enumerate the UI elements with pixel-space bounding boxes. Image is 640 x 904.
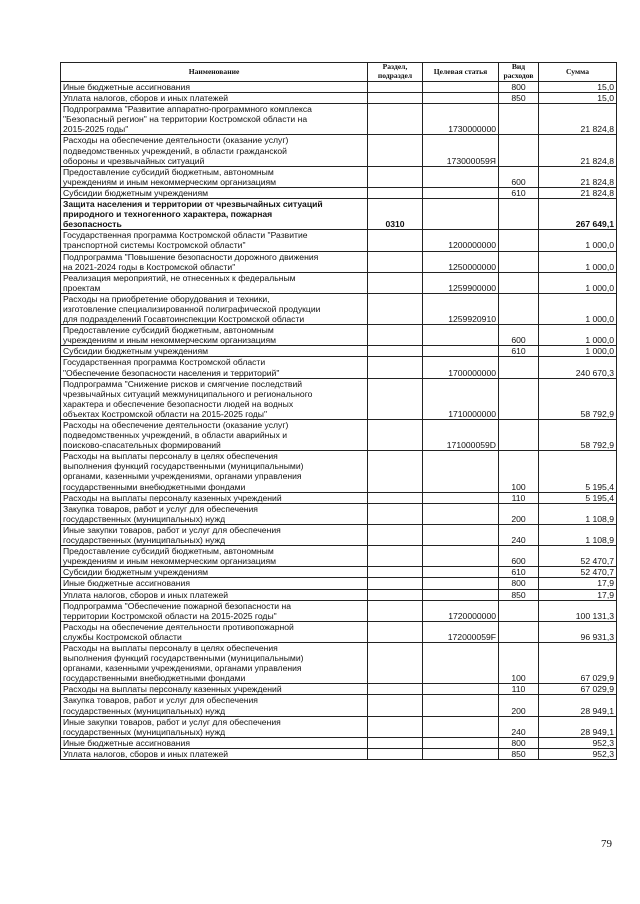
cell-name: Государственная программа Костромской области "Обеспечение безопасности населения и территорий" [61, 357, 368, 378]
cell-sum: 96 931,3 [539, 621, 617, 642]
table-row [61, 199, 617, 230]
cell-target-article [423, 695, 499, 716]
budget-table [60, 62, 617, 760]
cell-sum: 1 000,0 [539, 293, 617, 324]
table-row [61, 578, 617, 589]
cell-target-article: 1250000000 [423, 251, 499, 272]
cell-razdel [368, 546, 423, 567]
cell-expense-type [499, 378, 539, 419]
cell-sum: 17,9 [539, 589, 617, 600]
table-row [61, 378, 617, 419]
table-row [61, 737, 617, 748]
cell-name: Подпрограмма "Повышение безопасности дорожного движения на 2021-2024 годы в Костромской области" [61, 251, 368, 272]
table-row [61, 716, 617, 737]
cell-expense-type [499, 600, 539, 621]
cell-sum: 1 108,9 [539, 524, 617, 545]
cell-target-article [423, 546, 499, 567]
cell-expense-type [499, 135, 539, 166]
cell-expense-type: 200 [499, 695, 539, 716]
header-name: Наименование [61, 63, 368, 82]
cell-sum: 52 470,7 [539, 546, 617, 567]
cell-name: Расходы на выплаты персоналу в целях обеспечения выполнения функций государственными (муниципальными) органами, казенными учреждениями, органами управления государственными внебюджетными фондами [61, 642, 368, 683]
cell-razdel [368, 492, 423, 503]
cell-name: Субсидии бюджетным учреждениям [61, 346, 368, 357]
cell-name: Уплата налогов, сборов и иных платежей [61, 589, 368, 600]
cell-razdel [368, 567, 423, 578]
cell-name: Иные закупки товаров, работ и услуг для обеспечения государственных (муниципальных) нужд [61, 524, 368, 545]
table-row [61, 104, 617, 135]
cell-expense-type [499, 104, 539, 135]
cell-expense-type: 100 [499, 451, 539, 492]
cell-target-article [423, 187, 499, 198]
header-target-article: Целевая статья [423, 63, 499, 82]
cell-target-article [423, 748, 499, 759]
cell-name: Расходы на выплаты персоналу в целях обеспечения выполнения функций государственными (муниципальными) органами, казенными учреждениями, органами управления государственными внебюджетными фондами [61, 451, 368, 492]
cell-target-article [423, 82, 499, 93]
cell-expense-type: 110 [499, 492, 539, 503]
cell-sum: 1 000,0 [539, 346, 617, 357]
table-row [61, 503, 617, 524]
cell-expense-type [499, 230, 539, 251]
cell-target-article: 171000059D [423, 420, 499, 451]
cell-name: Расходы на выплаты персоналу казенных учреждений [61, 684, 368, 695]
cell-sum: 15,0 [539, 82, 617, 93]
cell-razdel [368, 346, 423, 357]
cell-sum: 1 000,0 [539, 251, 617, 272]
cell-razdel [368, 748, 423, 759]
cell-sum: 67 029,9 [539, 684, 617, 695]
cell-sum: 58 792,9 [539, 378, 617, 419]
cell-expense-type: 610 [499, 187, 539, 198]
cell-sum: 17,9 [539, 578, 617, 589]
cell-target-article: 172000059F [423, 621, 499, 642]
table-row [61, 567, 617, 578]
page-number: 79 [601, 838, 612, 850]
cell-name: Закупка товаров, работ и услуг для обеспечения государственных (муниципальных) нужд [61, 695, 368, 716]
cell-razdel [368, 272, 423, 293]
cell-expense-type: 600 [499, 325, 539, 346]
cell-sum: 15,0 [539, 93, 617, 104]
cell-target-article [423, 166, 499, 187]
cell-expense-type: 800 [499, 82, 539, 93]
cell-target-article [423, 93, 499, 104]
cell-razdel [368, 378, 423, 419]
cell-target-article: 1720000000 [423, 600, 499, 621]
cell-razdel [368, 230, 423, 251]
cell-expense-type: 100 [499, 642, 539, 683]
table-row [61, 695, 617, 716]
cell-target-article: 1200000000 [423, 230, 499, 251]
budget-table-container [60, 62, 616, 760]
cell-target-article [423, 567, 499, 578]
cell-target-article [423, 642, 499, 683]
table-row [61, 325, 617, 346]
table-row [61, 600, 617, 621]
cell-target-article [423, 199, 499, 230]
cell-name: Подпрограмма "Снижение рисков и смягчение последствий чрезвычайных ситуаций межмуниципального и регионального характера и обеспечение безопасности людей на водных объектах Костромской области на 2015-2025 годы" [61, 378, 368, 419]
table-row [61, 166, 617, 187]
cell-expense-type: 850 [499, 748, 539, 759]
cell-expense-type: 110 [499, 684, 539, 695]
cell-sum: 21 824,8 [539, 166, 617, 187]
cell-razdel [368, 695, 423, 716]
cell-name: Реализация мероприятий, не отнесенных к федеральным проектам [61, 272, 368, 293]
cell-expense-type [499, 251, 539, 272]
header-razdel: Раздел, подраздел [368, 63, 423, 82]
cell-razdel [368, 524, 423, 545]
cell-target-article: 1259920910 [423, 293, 499, 324]
cell-expense-type: 600 [499, 166, 539, 187]
cell-expense-type [499, 272, 539, 293]
cell-target-article [423, 684, 499, 695]
table-row [61, 546, 617, 567]
table-row [61, 93, 617, 104]
cell-target-article: 1730000000 [423, 104, 499, 135]
cell-target-article [423, 578, 499, 589]
cell-target-article [423, 716, 499, 737]
header-expense-type: Вид расходов [499, 63, 539, 82]
cell-name: Расходы на приобретение оборудования и техники, изготовление специализированной полиграфической продукции для подразделений Госавтоинспекции Костромской области [61, 293, 368, 324]
table-row [61, 187, 617, 198]
cell-sum: 5 195,4 [539, 492, 617, 503]
cell-razdel [368, 251, 423, 272]
cell-sum: 21 824,8 [539, 187, 617, 198]
cell-razdel [368, 621, 423, 642]
cell-razdel [368, 93, 423, 104]
cell-sum: 1 000,0 [539, 230, 617, 251]
cell-expense-type: 800 [499, 737, 539, 748]
cell-sum: 21 824,8 [539, 135, 617, 166]
cell-name: Уплата налогов, сборов и иных платежей [61, 748, 368, 759]
table-row [61, 251, 617, 272]
cell-target-article: 1259900000 [423, 272, 499, 293]
cell-razdel: 0310 [368, 199, 423, 230]
cell-name: Закупка товаров, работ и услуг для обеспечения государственных (муниципальных) нужд [61, 503, 368, 524]
cell-razdel [368, 357, 423, 378]
cell-sum: 58 792,9 [539, 420, 617, 451]
table-row [61, 748, 617, 759]
cell-target-article [423, 451, 499, 492]
cell-razdel [368, 451, 423, 492]
cell-expense-type: 850 [499, 589, 539, 600]
cell-razdel [368, 737, 423, 748]
cell-name: Иные бюджетные ассигнования [61, 578, 368, 589]
cell-target-article: 1710000000 [423, 378, 499, 419]
cell-sum: 28 949,1 [539, 716, 617, 737]
cell-expense-type: 850 [499, 93, 539, 104]
cell-sum: 240 670,3 [539, 357, 617, 378]
cell-sum: 1 000,0 [539, 325, 617, 346]
cell-razdel [368, 642, 423, 683]
cell-name: Расходы на обеспечение деятельности (оказание услуг) подведомственных учреждений, в области гражданской обороны и чрезвычайных ситуаций [61, 135, 368, 166]
cell-expense-type [499, 199, 539, 230]
cell-name: Расходы на выплаты персоналу казенных учреждений [61, 492, 368, 503]
table-row [61, 420, 617, 451]
cell-name: Субсидии бюджетным учреждениям [61, 187, 368, 198]
cell-name: Расходы на обеспечение деятельности (оказание услуг) подведомственных учреждений, в области аварийных и поисково-спасательных формирований [61, 420, 368, 451]
cell-razdel [368, 104, 423, 135]
table-row [61, 135, 617, 166]
cell-name: Предоставление субсидий бюджетным, автономным учреждениям и иным некоммерческим организациям [61, 325, 368, 346]
cell-sum: 21 824,8 [539, 104, 617, 135]
cell-razdel [368, 578, 423, 589]
cell-expense-type: 240 [499, 716, 539, 737]
cell-sum: 952,3 [539, 748, 617, 759]
table-row [61, 346, 617, 357]
cell-razdel [368, 716, 423, 737]
table-row [61, 621, 617, 642]
cell-target-article [423, 325, 499, 346]
cell-expense-type: 610 [499, 567, 539, 578]
cell-target-article: 1700000000 [423, 357, 499, 378]
cell-name: Предоставление субсидий бюджетным, автономным учреждениям и иным некоммерческим организациям [61, 166, 368, 187]
cell-expense-type: 610 [499, 346, 539, 357]
cell-razdel [368, 684, 423, 695]
cell-name: Предоставление субсидий бюджетным, автономным учреждениям и иным некоммерческим организациям [61, 546, 368, 567]
cell-name: Подпрограмма "Обеспечение пожарной безопасности на территории Костромской области на 2015-2025 годы" [61, 600, 368, 621]
cell-sum: 267 649,1 [539, 199, 617, 230]
cell-expense-type: 800 [499, 578, 539, 589]
cell-sum: 952,3 [539, 737, 617, 748]
table-row [61, 589, 617, 600]
cell-razdel [368, 503, 423, 524]
cell-target-article: 173000059Я [423, 135, 499, 166]
cell-target-article [423, 589, 499, 600]
cell-sum: 100 131,3 [539, 600, 617, 621]
table-row [61, 82, 617, 93]
table-row [61, 293, 617, 324]
cell-razdel [368, 420, 423, 451]
cell-expense-type: 240 [499, 524, 539, 545]
cell-expense-type [499, 293, 539, 324]
cell-target-article [423, 737, 499, 748]
table-row [61, 524, 617, 545]
cell-name: Подпрограмма "Развитие аппаратно-программного комплекса "Безопасный регион" на территории Костромской области на 2015-2025 годы" [61, 104, 368, 135]
cell-name: Иные бюджетные ассигнования [61, 82, 368, 93]
cell-sum: 1 108,9 [539, 503, 617, 524]
cell-razdel [368, 600, 423, 621]
table-row [61, 451, 617, 492]
cell-target-article [423, 346, 499, 357]
table-row [61, 230, 617, 251]
cell-target-article [423, 492, 499, 503]
cell-expense-type: 600 [499, 546, 539, 567]
cell-sum: 28 949,1 [539, 695, 617, 716]
cell-name: Расходы на обеспечение деятельности противопожарной службы Костромской области [61, 621, 368, 642]
cell-name: Иные закупки товаров, работ и услуг для обеспечения государственных (муниципальных) нужд [61, 716, 368, 737]
table-row [61, 357, 617, 378]
cell-razdel [368, 325, 423, 346]
cell-razdel [368, 589, 423, 600]
table-row [61, 642, 617, 683]
cell-name: Защита населения и территории от чрезвычайных ситуаций природного и техногенного характера, пожарная безопасность [61, 199, 368, 230]
cell-name: Субсидии бюджетным учреждениям [61, 567, 368, 578]
cell-razdel [368, 82, 423, 93]
cell-expense-type [499, 420, 539, 451]
cell-expense-type: 200 [499, 503, 539, 524]
cell-expense-type [499, 621, 539, 642]
cell-sum: 5 195,4 [539, 451, 617, 492]
cell-sum: 1 000,0 [539, 272, 617, 293]
cell-name: Государственная программа Костромской области "Развитие транспортной системы Костромской области" [61, 230, 368, 251]
cell-name: Уплата налогов, сборов и иных платежей [61, 93, 368, 104]
cell-sum: 52 470,7 [539, 567, 617, 578]
table-row [61, 492, 617, 503]
header-sum: Сумма [539, 63, 617, 82]
cell-target-article [423, 503, 499, 524]
cell-sum: 67 029,9 [539, 642, 617, 683]
cell-target-article [423, 524, 499, 545]
table-row [61, 684, 617, 695]
cell-razdel [368, 135, 423, 166]
cell-razdel [368, 187, 423, 198]
cell-razdel [368, 293, 423, 324]
cell-expense-type [499, 357, 539, 378]
cell-razdel [368, 166, 423, 187]
cell-name: Иные бюджетные ассигнования [61, 737, 368, 748]
table-header-row [61, 63, 617, 82]
table-row [61, 272, 617, 293]
